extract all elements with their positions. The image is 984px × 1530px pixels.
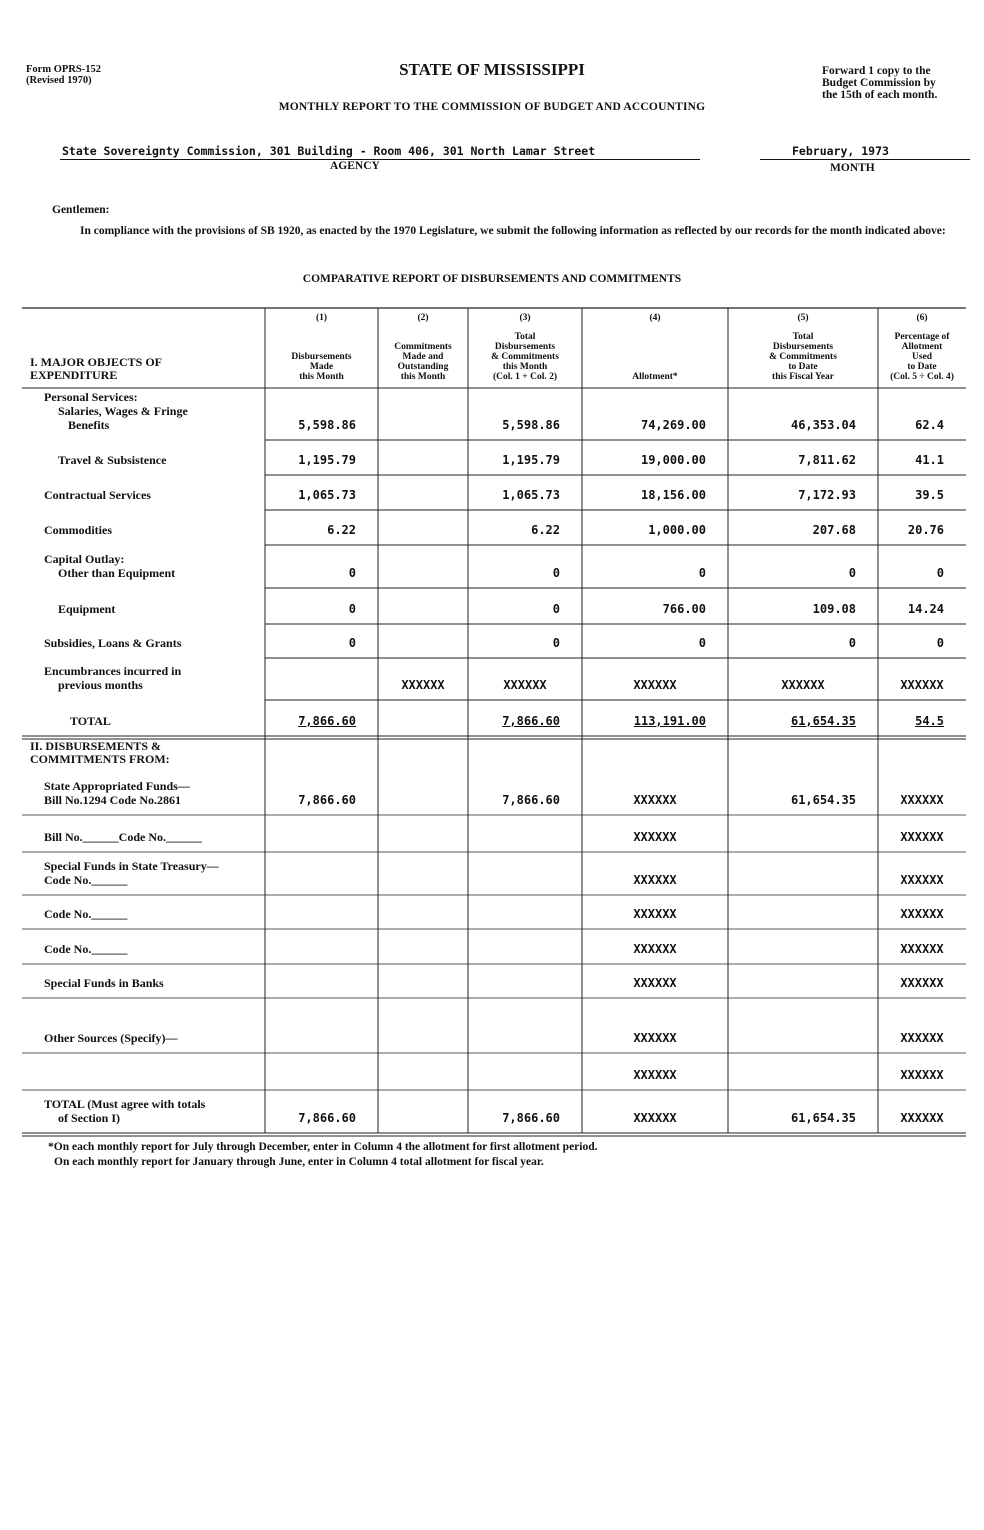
row-label-line: Special Funds in State Treasury— (44, 859, 219, 873)
row-label-line: Subsidies, Loans & Grants (44, 636, 182, 650)
row-value-col4: 766.00 (662, 602, 706, 616)
section1-row-label (44, 602, 261, 616)
row-label-line: Equipment (58, 602, 116, 616)
row-label-line: Code No.______ (44, 873, 128, 887)
row-label-line: Encumbrances incurred in (44, 664, 182, 678)
column-label-line: (Col. 5 ÷ Col. 4) (890, 372, 954, 382)
row-label-line: Capital Outlay: (44, 552, 125, 566)
column-number: (3) (519, 313, 531, 323)
row-value-col5: XXXXXX (781, 678, 825, 692)
section2-row-label (44, 779, 261, 807)
row-label-line: Travel & Subsistence (58, 453, 167, 467)
row-value-col4: XXXXXX (633, 793, 677, 807)
column-label-line: Used (911, 352, 933, 362)
row-value-col5: 7,811.62 (798, 453, 856, 467)
row-value-col3: 1,195.79 (502, 453, 560, 467)
row-value-col6: 62.4 (915, 418, 944, 432)
row-label-line: Code No.______ (44, 907, 128, 921)
row-label-line: Commodities (44, 523, 112, 537)
section1-heading-line: I. MAJOR OBJECTS OF (30, 355, 163, 369)
row-label-line: Personal Services: (44, 390, 138, 404)
row-value-col6: XXXXXX (900, 678, 944, 692)
column-label-line: Allotment (901, 342, 943, 352)
section2-row-label (44, 942, 261, 956)
row-value-col6: 39.5 (915, 488, 944, 502)
column-label-line: this Month (299, 372, 344, 382)
row-value-col6: XXXXXX (900, 1111, 944, 1125)
page-subtitle: MONTHLY REPORT TO THE COMMISSION OF BUDGET AND ACCOUNTING (278, 101, 706, 113)
row-value-col5: 0 (848, 566, 856, 580)
row-value-col2: XXXXXX (401, 678, 445, 692)
row-value-col4: 0 (698, 566, 706, 580)
row-value-col4: 0 (698, 636, 706, 650)
column-label-line: Made (309, 362, 334, 372)
row-value-col3: 1,065.73 (502, 488, 560, 502)
column-number: (1) (315, 313, 328, 323)
section2-row-label (44, 907, 261, 921)
section2-row-label (44, 859, 261, 887)
row-value-col3: 5,598.86 (502, 418, 560, 432)
month-value: February, 1973 (792, 144, 889, 158)
row-value-col5: 61,654.35 (790, 793, 856, 807)
row-label-line: Bill No.1294 Code No.2861 (44, 793, 182, 807)
row-value-col1: 7,866.60 (298, 793, 356, 807)
section2-row-label (44, 976, 261, 990)
row-label-line: of Section I) (58, 1111, 120, 1125)
row-label-line: State Appropriated Funds— (44, 779, 190, 793)
row-label-line: Contractual Services (44, 488, 151, 502)
row-value-col4: XXXXXX (633, 907, 677, 921)
row-value-col6: 54.5 (915, 714, 944, 728)
column-label-line: & Commitments (769, 352, 837, 362)
section1-row-label (44, 453, 261, 467)
row-label-line: Benefits (68, 418, 110, 432)
forward-note-line: Budget Commission by (822, 77, 936, 89)
row-value-col6: XXXXXX (900, 1031, 944, 1045)
row-value-col4: XXXXXX (633, 678, 677, 692)
row-label-line: TOTAL (70, 714, 111, 728)
row-value-col6: 41.1 (915, 453, 944, 467)
column-label-line: Percentage of (894, 332, 950, 342)
row-value-col1: 1,065.73 (298, 488, 356, 502)
row-label-line: Other than Equipment (58, 566, 176, 580)
row-label-line: Code No.______ (44, 942, 128, 956)
section2-heading-line: II. DISBURSEMENTS & (30, 739, 162, 753)
column-label-line: (Col. 1 + Col. 2) (493, 372, 557, 382)
column-label-line: Allotment* (632, 372, 678, 382)
row-value-col3: 0 (552, 602, 560, 616)
row-value-col3: 0 (552, 636, 560, 650)
row-value-col3: XXXXXX (503, 678, 547, 692)
forward-note-line: Forward 1 copy to the (822, 65, 931, 77)
row-value-col3: 7,866.60 (502, 714, 560, 728)
footnote-line: *On each monthly report for July through December, enter in Column 4 the allotment for first allotment period. (48, 1141, 598, 1153)
row-value-col3: 0 (552, 566, 560, 580)
column-label-line: this Fiscal Year (772, 372, 834, 382)
column-label-line: Total (514, 332, 536, 342)
report-heading: COMPARATIVE REPORT OF DISBURSEMENTS AND COMMITMENTS (302, 273, 682, 285)
row-value-col6: XXXXXX (900, 976, 944, 990)
row-value-col4: XXXXXX (633, 1031, 677, 1045)
section2-heading (30, 740, 260, 766)
section2-row-label (44, 1031, 261, 1045)
row-label-line: TOTAL (Must agree with totals (44, 1097, 206, 1111)
row-value-col4: 18,156.00 (640, 488, 706, 502)
column-label-line: & Commitments (491, 352, 559, 362)
column-label-line: Outstanding (397, 362, 449, 372)
row-value-col1: 0 (348, 602, 356, 616)
row-value-col4: 1,000.00 (648, 523, 706, 537)
row-value-col6: 0 (936, 566, 944, 580)
forward-note-line: the 15th of each month. (822, 89, 938, 101)
row-value-col6: XXXXXX (900, 830, 944, 844)
row-value-col1: 1,195.79 (298, 453, 356, 467)
row-value-col6: XXXXXX (900, 873, 944, 887)
column-label (582, 372, 728, 382)
footnote (48, 1140, 598, 1170)
column-label (468, 332, 582, 382)
row-value-col5: 0 (848, 636, 856, 650)
row-value-col4: XXXXXX (633, 830, 677, 844)
row-value-col1: 5,598.86 (298, 418, 356, 432)
column-number: (4) (649, 313, 661, 323)
row-value-col6: XXXXXX (900, 907, 944, 921)
column-label-line: Total (792, 332, 814, 342)
column-label-line: to Date (788, 362, 818, 372)
row-value-col6: XXXXXX (900, 942, 944, 956)
column-label-line: this Month (502, 362, 548, 372)
section2-row-label (44, 1097, 261, 1125)
row-label-line: Other Sources (Specify)— (44, 1031, 178, 1045)
section1-row-label (70, 714, 261, 728)
column-number: (2) (417, 313, 429, 323)
row-value-col4: 74,269.00 (640, 418, 706, 432)
row-value-col6: 20.76 (907, 523, 944, 537)
month-label: MONTH (830, 162, 875, 174)
row-value-col3: 6.22 (531, 523, 560, 537)
row-label-line: Salaries, Wages & Fringe (58, 404, 188, 418)
column-label (378, 342, 468, 382)
row-value-col6: XXXXXX (900, 793, 944, 807)
section1-heading (30, 356, 260, 382)
column-label-line: this Month (400, 372, 446, 382)
section2-heading-line: COMMITMENTS FROM: (30, 752, 170, 766)
section1-row-label (44, 488, 261, 502)
column-label-line: Disbursements (772, 342, 834, 352)
row-value-col4: XXXXXX (633, 942, 677, 956)
column-label (265, 352, 378, 382)
row-value-col1: 0 (348, 566, 356, 580)
section1-row-label (44, 664, 261, 692)
section1-row-label (44, 390, 261, 432)
section1-row-label (44, 552, 261, 580)
agency-value: State Sovereignty Commission, 301 Building - Room 406, 301 North Lamar Street (62, 144, 596, 158)
row-value-col5: 61,654.35 (790, 714, 856, 728)
column-label (878, 332, 966, 382)
row-value-col5: 46,353.04 (790, 418, 856, 432)
row-value-col4: XXXXXX (633, 1068, 677, 1082)
form-number-text: Form OPRS-152 (26, 64, 101, 75)
row-value-col4: 113,191.00 (633, 714, 706, 728)
column-label-line: Commitments (394, 342, 452, 352)
row-value-col6: XXXXXX (900, 1068, 944, 1082)
section2-row-label (44, 830, 261, 844)
row-value-col3: 7,866.60 (502, 1111, 560, 1125)
row-label-line: Bill No.______Code No.______ (44, 830, 203, 844)
row-value-col5: 207.68 (812, 523, 856, 537)
agency-label: AGENCY (330, 160, 380, 172)
row-value-col1: 7,866.60 (298, 1111, 356, 1125)
row-value-col1: 6.22 (327, 523, 356, 537)
row-label-line: Special Funds in Banks (44, 976, 164, 990)
row-value-col3: 7,866.60 (502, 793, 560, 807)
column-number: (5) (797, 313, 809, 323)
column-label-line: Disbursements (291, 352, 352, 362)
column-label-line: Made and (402, 352, 444, 362)
section1-row-label (44, 523, 261, 537)
column-label (728, 332, 878, 382)
page-title: STATE OF MISSISSIPPI (399, 60, 585, 79)
row-value-col5: 61,654.35 (790, 1111, 856, 1125)
footnote-line: On each monthly report for January through June, enter in Column 4 total allotment for fiscal year. (54, 1156, 544, 1168)
section1-heading-line: EXPENDITURE (30, 368, 118, 382)
row-value-col1: 7,866.60 (298, 714, 356, 728)
row-value-col4: XXXXXX (633, 873, 677, 887)
row-value-col4: 19,000.00 (640, 453, 706, 467)
row-value-col6: 0 (936, 636, 944, 650)
row-value-col1: 0 (348, 636, 356, 650)
salutation: Gentlemen: (52, 204, 110, 216)
form-revised-text: (Revised 1970) (26, 75, 92, 86)
intro-paragraph: In compliance with the provisions of SB 1920, as enacted by the 1970 Legislature, we submit the following information as reflected by our records for the month indicated above: (80, 225, 946, 237)
row-value-col6: 14.24 (907, 602, 944, 616)
row-value-col4: XXXXXX (633, 976, 677, 990)
section1-row-label (44, 636, 261, 650)
row-label-line: previous months (58, 678, 143, 692)
column-label-line: Disbursements (494, 342, 556, 352)
column-label-line: to Date (907, 362, 937, 372)
row-value-col5: 7,172.93 (798, 488, 856, 502)
row-value-col4: XXXXXX (633, 1111, 677, 1125)
row-value-col5: 109.08 (812, 602, 856, 616)
column-number: (6) (916, 313, 928, 323)
